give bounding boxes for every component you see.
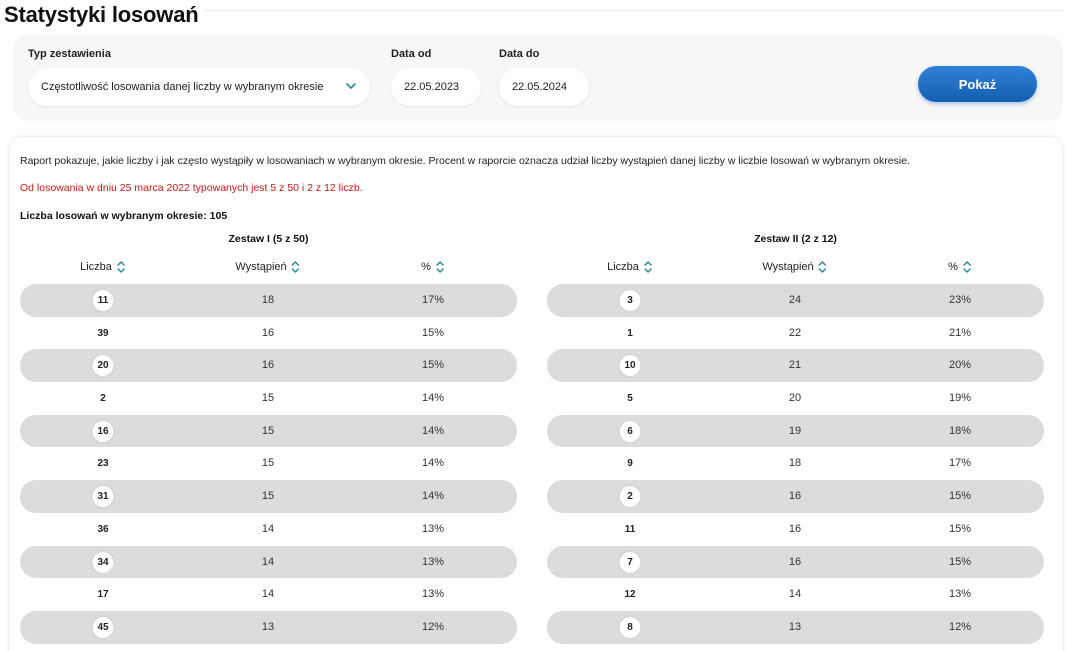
number-badge: 23 [93, 453, 114, 474]
percent-cell: 15% [421, 326, 445, 339]
table-row [547, 513, 1044, 546]
occurrences-cell: 14 [261, 555, 275, 568]
number-badge: 3 [620, 290, 641, 311]
table-row [547, 578, 1044, 611]
occurrences-cell: 16 [261, 326, 275, 339]
number-badge: 11 [620, 519, 641, 540]
percent-cell: 15% [421, 359, 445, 372]
table-row [20, 317, 517, 350]
sort-icon [818, 260, 828, 274]
percent-cell: 14% [421, 490, 445, 503]
header-occurrences: Wystąpień [235, 261, 287, 273]
sort-by-percent[interactable] [421, 260, 445, 274]
draw-count-label: Liczba losowań w wybranym okresie: [20, 210, 207, 222]
occurrences-cell: 14 [261, 588, 275, 601]
draw-count-value: 105 [209, 210, 228, 222]
sort-by-number[interactable] [607, 260, 653, 274]
header-percent: % [421, 261, 431, 273]
table-rows [547, 284, 1044, 644]
number-badge: 6 [620, 421, 641, 442]
sort-by-percent[interactable] [948, 260, 972, 274]
percent-cell: 17% [948, 457, 972, 470]
occurrences-cell: 15 [261, 392, 275, 405]
occurrences-cell: 14 [788, 588, 802, 601]
percent-cell: 18% [948, 424, 972, 437]
header-occurrences: Wystąpień [762, 261, 814, 273]
occurrences-cell: 18 [261, 294, 275, 306]
percent-cell: 13% [421, 555, 445, 568]
table-title: Zestaw II (2 z 12) [754, 233, 837, 245]
show-button[interactable]: Pokaż [918, 66, 1037, 102]
number-badge: 2 [620, 486, 641, 507]
number-badge: 1 [620, 323, 641, 344]
header-percent: % [948, 261, 958, 273]
number-badge: 16 [93, 421, 114, 442]
report-type-value: Częstotliwość losowania danej liczby w wybranym okresie [41, 81, 324, 93]
number-badge: 10 [620, 355, 641, 376]
number-badge: 12 [620, 584, 641, 605]
number-badge: 11 [93, 290, 114, 311]
table-row [547, 349, 1044, 382]
table-row [20, 480, 517, 513]
filter-panel [14, 35, 1062, 119]
table-row [547, 415, 1044, 448]
number-badge: 17 [93, 584, 114, 605]
percent-cell: 15% [948, 555, 972, 568]
number-badge: 7 [620, 552, 641, 573]
number-badge: 20 [93, 355, 114, 376]
occurrences-cell: 15 [261, 424, 275, 437]
table-row [547, 447, 1044, 480]
table-row [20, 415, 517, 448]
type-label: Typ zestawienia [28, 48, 111, 60]
number-badge: 2 [93, 388, 114, 409]
percent-cell: 12% [948, 620, 972, 633]
number-badge: 8 [620, 617, 641, 638]
date-to-label: Data do [499, 48, 540, 60]
sort-icon [962, 260, 972, 274]
sort-icon [116, 260, 126, 274]
table-row [547, 480, 1044, 513]
percent-cell: 19% [948, 392, 972, 405]
percent-cell: 14% [421, 424, 445, 437]
occurrences-cell: 13 [261, 620, 275, 633]
table-row [20, 611, 517, 644]
percent-cell: 13% [421, 522, 445, 535]
percent-cell: 17% [421, 294, 445, 306]
number-badge: 9 [620, 453, 641, 474]
occurrences-cell: 14 [261, 522, 275, 535]
percent-cell: 14% [421, 457, 445, 470]
percent-cell: 20% [948, 359, 972, 372]
number-badge: 39 [93, 323, 114, 344]
number-badge: 45 [93, 617, 114, 638]
table-row [20, 284, 517, 317]
occurrences-cell: 24 [788, 294, 802, 306]
table-row [547, 611, 1044, 644]
report-panel [10, 137, 1062, 651]
date-from-value: 22.05.2023 [404, 81, 460, 93]
occurrences-cell: 15 [261, 457, 275, 470]
occurrences-cell: 15 [261, 490, 275, 503]
occurrences-cell: 16 [261, 359, 275, 372]
sort-by-number[interactable] [80, 260, 126, 274]
table-row [20, 578, 517, 611]
date-from-label: Data od [391, 48, 432, 60]
percent-cell: 13% [948, 588, 972, 601]
page-title: Statystyki losowań [4, 2, 199, 27]
table-row [547, 284, 1044, 317]
chevron-down-icon [344, 79, 358, 93]
percent-cell: 15% [948, 522, 972, 535]
table-row [20, 513, 517, 546]
header-divider [205, 10, 1063, 11]
percent-cell: 14% [421, 392, 445, 405]
table-rows [20, 284, 517, 644]
table-row [20, 349, 517, 382]
table-header [20, 260, 517, 276]
date-to-value: 22.05.2024 [512, 81, 568, 93]
percent-cell: 15% [948, 490, 972, 503]
occurrences-cell: 21 [788, 359, 802, 372]
percent-cell: 13% [421, 588, 445, 601]
percent-cell: 21% [948, 326, 972, 339]
occurrences-cell: 16 [788, 555, 802, 568]
number-badge: 34 [93, 552, 114, 573]
percent-cell: 23% [948, 294, 972, 306]
table-row [547, 382, 1044, 415]
occurrences-cell: 20 [788, 392, 802, 405]
sort-icon [291, 260, 301, 274]
date-to-input[interactable] [499, 68, 589, 106]
number-badge: 36 [93, 519, 114, 540]
occurrences-cell: 16 [788, 522, 802, 535]
draw-count [20, 210, 227, 222]
report-description: Raport pokazuje, jakie liczby i jak często wystąpiły w losowaniach w wybranym okresie. Procent w raporcie oznacza udział liczby wystąpień danej liczby w liczbie losowań w wybranym okresie. [20, 155, 910, 167]
table-row [547, 546, 1044, 579]
report-notice: Od losowania w dniu 25 marca 2022 typowanych jest 5 z 50 i 2 z 12 liczb. [20, 182, 363, 194]
occurrences-cell: 19 [788, 424, 802, 437]
table-row [20, 382, 517, 415]
header-number: Liczba [80, 261, 112, 273]
table-header [547, 260, 1044, 276]
sort-icon [435, 260, 445, 274]
occurrences-cell: 18 [788, 457, 802, 470]
occurrences-cell: 16 [788, 490, 802, 503]
sort-by-occurrences[interactable] [235, 260, 300, 274]
table-row [20, 447, 517, 480]
table-row [547, 317, 1044, 350]
occurrences-cell: 22 [788, 326, 802, 339]
percent-cell: 12% [421, 620, 445, 633]
header-number: Liczba [607, 261, 639, 273]
report-type-select[interactable] [28, 68, 370, 106]
table-row [20, 546, 517, 579]
number-badge: 5 [620, 388, 641, 409]
table-title: Zestaw I (5 z 50) [228, 233, 309, 245]
sort-icon [643, 260, 653, 274]
number-badge: 31 [93, 486, 114, 507]
sort-by-occurrences[interactable] [762, 260, 827, 274]
date-from-input[interactable] [391, 68, 481, 106]
occurrences-cell: 13 [788, 620, 802, 633]
